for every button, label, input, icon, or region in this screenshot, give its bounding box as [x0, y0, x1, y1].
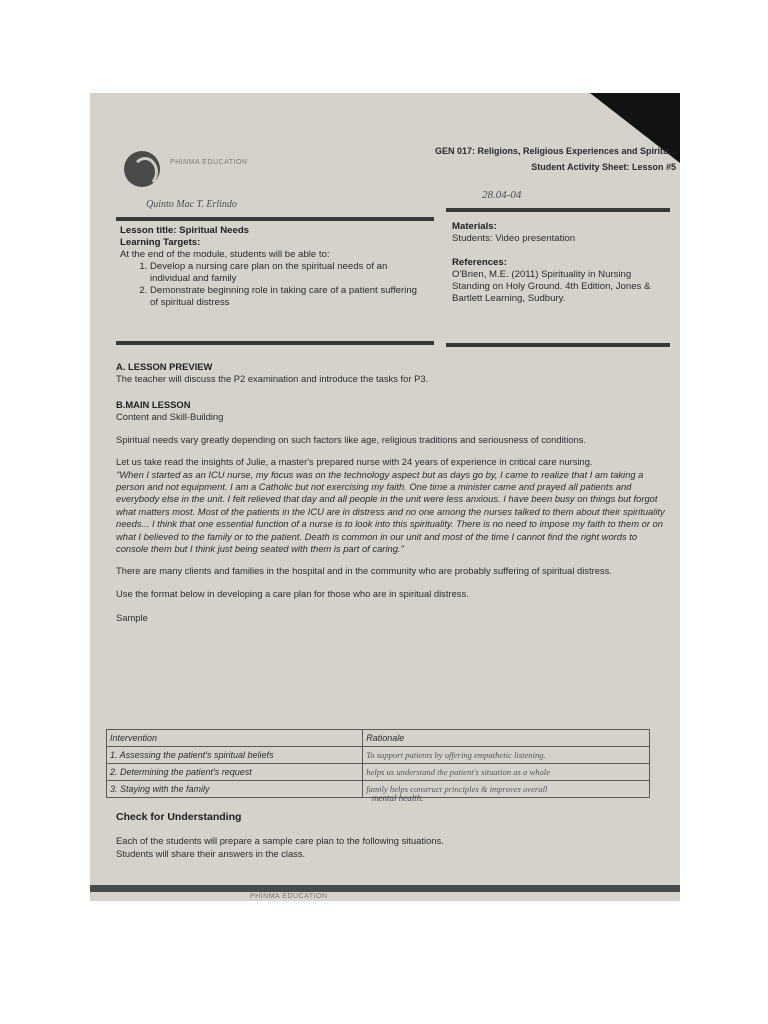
table-header-row: [107, 730, 650, 747]
materials-box: [452, 221, 662, 305]
section-a: [116, 361, 672, 386]
section-a-text: The teacher will discuss the P2 examination and introduce the tasks for P3.: [116, 373, 429, 385]
check-line: Students will share their answers in the class.: [116, 847, 306, 859]
nurse-quote: "When I started as an ICU nurse, my focus was on the technology aspect but as days go by, I came to realize that I am taking a person and not equipment. I am a Catholic but not exercising my faith. One time a minister came and prayed all patients and everybody else in the unit. I felt relieved that day and all people in the unit were less anxious. I have been busy on things but forgot what matters most. Most of the patients in the ICU are in distress and no one among the nurses talked to them about their spirituality needs... I think that one essential function of a nurse is to look into this spirituality. There is no need to impose my faith to them or on what I believed to the family or to the patient. Death is common in our unit and most of the time I cannot find the right words to console them but I think just being seated with them is part of caring.": [116, 468, 665, 555]
table-row: [107, 747, 650, 764]
activity-sheet: [90, 93, 680, 901]
divider-mid-right: [446, 343, 670, 347]
paragraph: Spiritual needs vary greatly depending on such factors like age, religious traditions and seriousness of conditions.: [116, 433, 587, 445]
paragraph: Let us take read the insights of Julie, a master's prepared nurse with 24 years of experience in critical care nursing.: [116, 456, 593, 468]
sheet-title: Student Activity Sheet: Lesson #5: [531, 162, 676, 172]
course-title: GEN 017: Religions, Religious Experiences and Spiritu...: [434, 146, 676, 156]
check-section: [116, 811, 672, 860]
references-label: References:: [452, 257, 507, 268]
check-heading: Check for Understanding: [116, 811, 242, 823]
intervention-cell: 3. Staying with the family: [107, 781, 363, 798]
divider-mid-left: [116, 341, 434, 345]
section-b-subheading: Content and Skill-Building: [116, 411, 224, 423]
course-header: [435, 143, 676, 175]
target-item: 1. Develop a nursing care plan on the spiritual needs of an individual and family: [150, 261, 424, 285]
targets-list: [120, 261, 424, 309]
learning-targets-label: Learning Targets:: [120, 237, 201, 248]
divider-top-right: [446, 208, 670, 212]
lesson-box: [120, 225, 424, 309]
student-name: Quinto Mac T. Erlindo: [146, 199, 237, 210]
table-row: [107, 764, 650, 781]
care-plan-table: [106, 729, 650, 798]
document-photo: [90, 93, 680, 901]
intervention-cell: 2. Determining the patient's request: [107, 764, 363, 781]
handwritten-date: 28.04-04: [482, 189, 522, 201]
paragraph: Use the format below in developing a care plan for those who are in spiritual distress.: [116, 587, 469, 599]
rationale-cell: To support patients by offering empathetic listening.: [363, 747, 650, 764]
paragraph: There are many clients and families in the hospital and in the community who are probably suffering of spiritual distress.: [116, 565, 612, 577]
rationale-overflow: mental health.: [372, 793, 424, 803]
divider-top-left: [116, 217, 434, 221]
brand-name: PHINMA EDUCATION: [170, 159, 248, 166]
footer-brand: PHINMA EDUCATION: [250, 893, 328, 900]
footer-bar: [90, 885, 680, 892]
check-line: Each of the students will prepare a sample care plan to the following situations.: [116, 835, 444, 847]
materials-label: Materials:: [452, 221, 497, 232]
section-a-heading: A. LESSON PREVIEW: [116, 361, 213, 372]
intervention-cell: 1. Assessing the patient's spiritual beliefs: [107, 747, 363, 764]
target-item: 2. Demonstrate beginning role in taking care of a patient suffering of spiritual distress: [150, 285, 424, 309]
section-b: [116, 399, 672, 625]
materials-text: Students: Video presentation: [452, 233, 576, 244]
phinma-logo-icon: [124, 151, 160, 187]
lesson-title: Lesson title: Spiritual Needs: [120, 225, 250, 236]
section-b-heading: B.MAIN LESSON: [116, 399, 191, 410]
sample-label: Sample: [116, 612, 148, 624]
targets-intro: At the end of the module, students will be able to:: [120, 249, 330, 260]
references-text: O'Brien, M.E. (2011) Spirituality in Nursing Standing on Holy Ground. 4th Edition, Jones & Bartlett Learning, Sudbury.: [452, 269, 651, 304]
column-header: Rationale: [363, 730, 650, 747]
rationale-cell: helps us understand the patient's situation as a whole: [363, 764, 650, 781]
column-header: Intervention: [107, 730, 363, 747]
rationale-cell: family helps construct principles & improves overall: [363, 781, 650, 798]
